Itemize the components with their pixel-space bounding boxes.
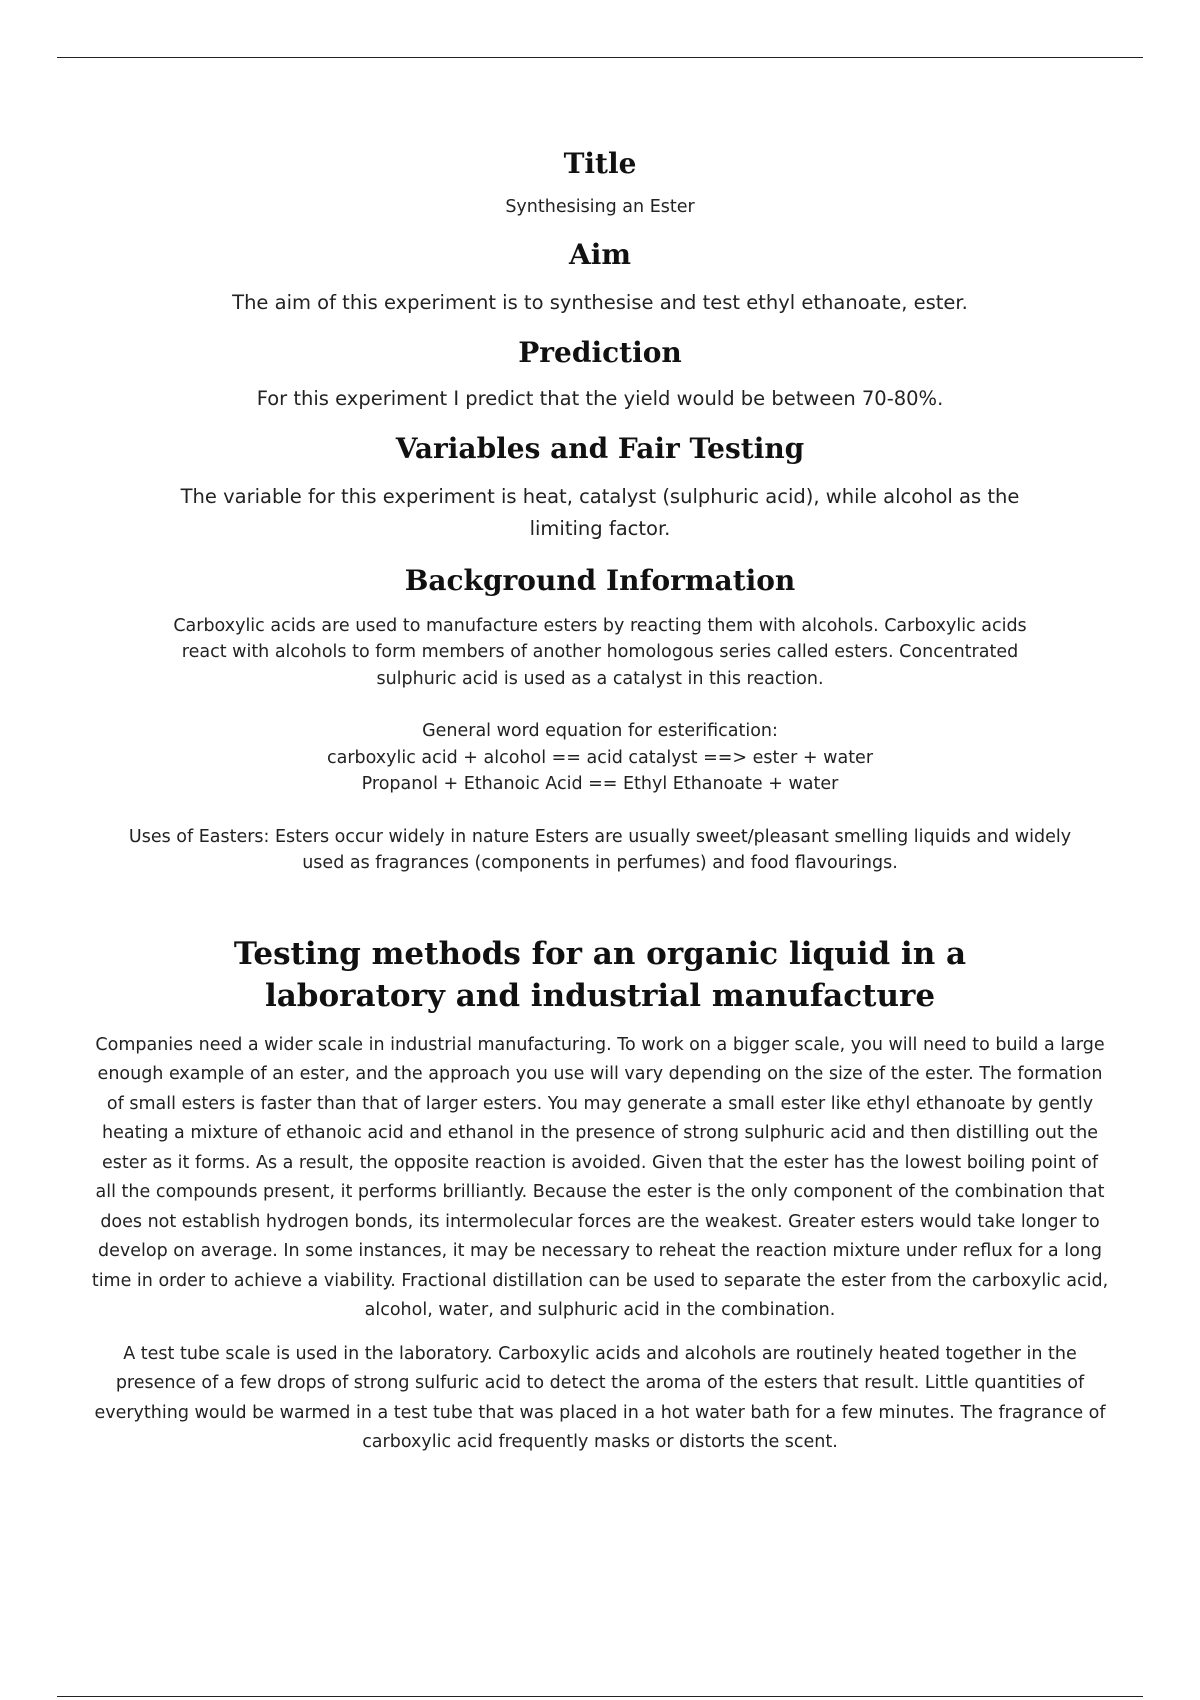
- equation-block: [120, 718, 1080, 798]
- prediction-heading: Prediction: [518, 335, 682, 369]
- equation-specific: Propanol + Ethanoic Acid == Ethyl Ethanoate + water: [361, 774, 839, 794]
- title-heading: Title: [563, 147, 637, 180]
- aim-text: The aim of this experiment is to synthesise and test ethyl ethanoate, ester.: [232, 290, 968, 314]
- header-rule: [57, 57, 1143, 58]
- prediction-text: For this experiment I predict that the yield would be between 70-80%.: [256, 386, 944, 410]
- equation-general: carboxylic acid + alcohol == acid catalyst ==> ester + water: [326, 747, 874, 768]
- title-text: Synthesising an Ester: [505, 197, 695, 217]
- footer-rule: [57, 1696, 1143, 1697]
- testing-paragraph-1: Companies need a wider scale in industrial manufacturing. To work on a bigger scale, you will need to build a large enough example of an ester, and the approach you use will vary depending on the size of the ester. The formation of small esters is faster than that of larger esters. You may generate a small ester like ethyl ethanoate by gently heating a mixture of ethanoic acid and ethanol in the presence of strong sulphuric acid and then distilling out the ester as it forms. As a result, the opposite reaction is avoided. Given that the ester has the lowest boiling point of all the compounds present, it performs brilliantly. Because the ester is the only component of the combination that does not establish hydrogen bonds, its intermolecular forces are the weakest. Greater esters would take longer to develop on average. In some instances, it may be necessary to reheat the reaction mixture under reflux for a long time in order to achieve a viability. Fractional distillation can be used to separate the ester from the carboxylic acid, alcohol, water, and sulphuric acid in the combination.: [91, 1034, 1109, 1320]
- background-intro: Carboxylic acids are used to manufacture esters by reacting them with alcohols. Carboxylic acids react with alcohols to form members of another homologous series called esters. Concentrated sulphuric acid is used as a catalyst in this reaction.: [173, 615, 1027, 689]
- testing-paragraph-2: A test tube scale is used in the laboratory. Carboxylic acids and alcohols are routinely heated together in the presence of a few drops of strong sulfuric acid to detect the aroma of the esters that result. Little quantities of everything would be warmed in a test tube that was placed in a hot water bath for a few minutes. The fragrance of carboxylic acid frequently masks or distorts the scent.: [94, 1343, 1106, 1452]
- document-body: [91, 146, 1109, 1458]
- aim-heading: Aim: [569, 237, 631, 271]
- uses-text: Uses of Easters: Esters occur widely in nature Esters are usually sweet/pleasant smelling liquids and widely used as fragrances (components in perfumes) and food flavourings.: [128, 826, 1072, 873]
- testing-heading: Testing methods for an organic liquid in a laboratory and industrial manufacture: [233, 935, 967, 1014]
- variables-text: The variable for this experiment is heat, catalyst (sulphuric acid), while alcohol as the limiting factor.: [180, 484, 1020, 540]
- variables-heading: Variables and Fair Testing: [395, 431, 805, 465]
- equation-label: General word equation for esterification:: [422, 721, 778, 741]
- background-heading: Background Information: [404, 563, 796, 597]
